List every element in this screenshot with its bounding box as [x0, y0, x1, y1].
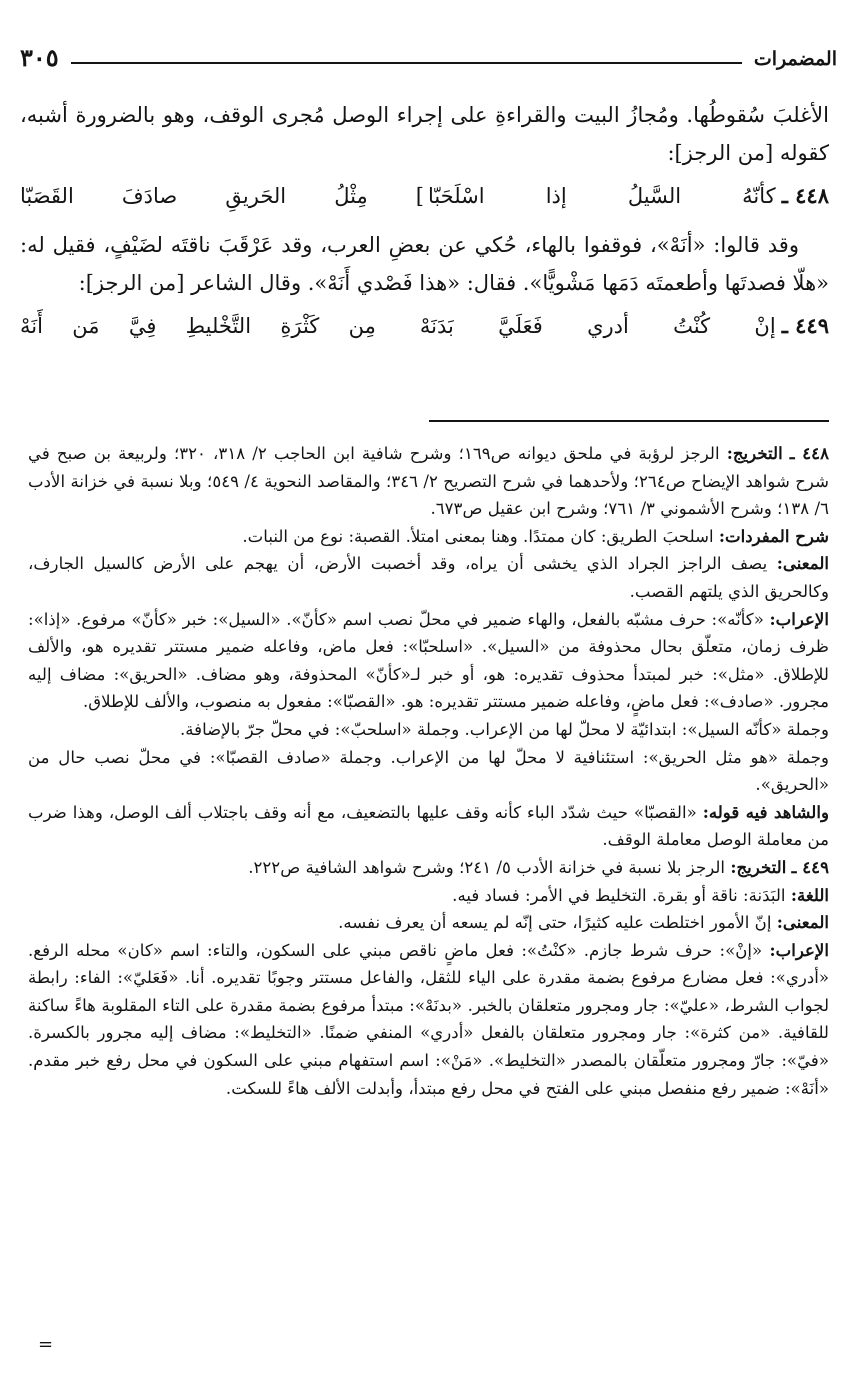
verse-first-hemistich: كأنّهُ السَّيلُ إذا اسْلَحَبّا [427, 184, 776, 208]
footnote-divider [429, 420, 829, 422]
verse-449 [20, 306, 829, 350]
footnote-448-takhrij [28, 440, 829, 523]
footnote-448-mufradat [28, 523, 829, 551]
paragraph-1: الأغلبَ سُقوطُها. ومُجازُ البيت والقراءةِ على إجراء الوصل مُجرى الوقف، وهو بالضرورة أشبه، كقوله [من الرجز]: [20, 103, 829, 165]
verse-first-hemistich: إنْ كُنْتُ أدري فَعَلَيَّ بَدَنَهْ [419, 314, 776, 338]
footnote-449-mana [28, 909, 829, 937]
page-number: ٣٠٥ [20, 43, 59, 72]
footnote-449-takhrij [28, 854, 829, 882]
label-lugha: اللغة: [790, 884, 829, 905]
irab-text: «إنْ»: حرف شرط جازم. «كنْتُ»: فعل ماضٍ ناقص مبني على السكون، والتاء: اسم «كان» محله الرفع. «أدري»: فعل مضارع مرفوع بضمة مقدرة على الياء للثقل، والفاعل مستتر وجوبًا تقديره. أنا. «فَعَليّ»: الفاء: رابطة لجواب الشرط، «عليّ»: جار ومجرور متعلقان بالخبر. «بدنَهْ»: مبتدأ مرفوع بضمة مقدرة على التاء المقلوبة هاءً ساكنة للقافية. «من كثرة»: جار ومجرور متعلقان بالفعل «أدري» المنفي ضمنًا. «التخليط»: مضاف إليه مجرور بالكسرة. «فيّ»: جارّ ومجرور متعلّقان بالمصدر «التخليط». «مَنْ»: اسم استفهام مبني على السكون في محل رفع خبر مقدم. «أنَهْ»: ضمير رفع منفصل مبني على الفتح في محل رفع مبتدأ، وأبدلت الألف هاءً للسكت. [28, 940, 829, 1098]
footnote-449-irab [28, 937, 829, 1103]
header-rule [71, 62, 742, 64]
label-mana: المعنى: [776, 912, 829, 933]
mufradat-text: اسلحبَ الطريق: كان ممتدًا. وهنا بمعنى امتلأ. القصبة: نوع من النبات. [242, 526, 714, 546]
label-takhrij: التخريج: [730, 856, 787, 877]
verse-448 [20, 176, 829, 220]
shahid-text: «القصبّا» حيث شدّد الباء كأنه وقف عليها بالتضعيف، مع أنه وقف باجتلاب ألف الوصل، وهذا ضرب من معاملة الوصل معاملة الوقف. [28, 802, 829, 850]
footnotes [28, 440, 829, 1102]
chapter-title: المضمرات [753, 48, 837, 70]
takhrij-text: الرجز لرؤبة في ملحق ديوانه ص١٦٩؛ وشرح شافية ابن الحاجب ٢/ ٣١٨، ٣٢٠؛ ولربيعة بن صبح في شرح شواهد الإيضاح ص٢٦٤؛ ولأحدهما في شرح التصريح ٢/ ٣٤٦؛ والمقاصد النحوية ٤/ ٥٤٩؛ وبلا نسبة في خزانة الأدب ٦/ ١٣٨؛ وشرح الأشموني ٣/ ٧٦١؛ وشرح ابن عقيل ص٦٧٣. [28, 444, 829, 519]
verse-second-hemistich: مِن كَثْرَةِ التَّخْليطِ فِيَّ مَن أَنَهْ [20, 314, 376, 338]
footnote-448-irab [28, 606, 829, 716]
paragraph-2: وقد قالوا: «أنَهْ»، فوقفوا بالهاء، حُكي عن بعضِ العرب، وقد عَرْقَبَ ناقتَه لضَيْفٍ، فقيل له: «هلّا فصدتَها وأطعمتَه دَمَها مَشْويًّا». فقال: «هذا فَصْدي أَنَهْ». وقال الشاعر [من الرجز]: [20, 233, 829, 295]
irab-text: «كأنّه»: حرف مشبّه بالفعل، والهاء ضمير في محلّ نصب اسم «كأنّ». «السيل»: خبر «كأنّ» مرفوع. «إذا»: ظرف زمان، متعلّق بحال محذوفة من «السيل». «اسلحبّا»: فعل ماض، وفاعله ضمير مستتر تقديره هو، والألف للإطلاق. «مثل»: خبر لمبتدأ محذوف تقديره: هو، أو خبر لـ«كأنّ» المحذوفة، وهو مضاف. «الحريق»: مضاف إليه مجرور. «صادف»: فعل ماضٍ، وفاعله ضمير مستتر تقديره: هو. «القصبّا»: مفعول به منصوب، والألف للإطلاق. [28, 609, 829, 712]
verse-number: ٤٤٨ ـ [781, 183, 829, 208]
footnote-448-shahid [28, 799, 829, 854]
footnote-448-mana [28, 550, 829, 605]
label-takhrij: التخريج: [726, 443, 783, 463]
label-shahid: والشاهد فيه قوله: [702, 801, 829, 822]
takhrij-text: الرجز بلا نسبة في خزانة الأدب ٥/ ٢٤١؛ وشرح شواهد الشافية ص٢٢٢. [248, 857, 726, 877]
label-mufradat: شرح المفردات: [718, 525, 829, 546]
mana-text: يصف الراجز الجراد الذي يخشى أن يراه، وقد أخصبت الأرض، أن يهجم على الأرض كالسيل الجارف، وكالحريق الذي يلتهم القصب. [28, 554, 829, 601]
main-text [20, 96, 829, 356]
footnote-number: ٤٤٨ ـ [789, 443, 830, 463]
footnote-448-jumla-1: وجملة «كأنّه السيل»: ابتدائيّة لا محلّ لها من الإعراب. وجملة «اسلحبّ»: في محلّ جرّ بالإضافة. [179, 719, 829, 739]
verse-number: ٤٤٩ ـ [781, 313, 829, 338]
running-header [20, 32, 837, 72]
continuation-mark: = [38, 1334, 54, 1355]
lugha-text: البَدَنة: ناقة أو بقرة. التخليط في الأمر: فساد فيه. [452, 885, 786, 905]
label-irab: الإعراب: [769, 939, 829, 960]
mana-text: إنّ الأمور اختلطت عليه كثيرًا، حتى إنّه لم يسعه أن يعرف نفسه. [338, 913, 772, 933]
footnote-number: ٤٤٩ ـ [791, 856, 829, 877]
label-irab: الإعراب: [769, 608, 830, 629]
verse-bracket: ] [415, 184, 424, 208]
footnote-449-lugha [28, 882, 829, 910]
verse-second-hemistich: مِثْلُ الحَريقِ صادَفَ القَصَبّا [19, 184, 368, 208]
footnote-448-jumla-2: وجملة «هو مثل الحريق»: استئنافية لا محلّ لها من الإعراب. وجملة «صادف القصبّا»: في محلّ نصب حال من «الحريق». [28, 747, 829, 795]
label-mana: المعنى: [776, 553, 829, 574]
